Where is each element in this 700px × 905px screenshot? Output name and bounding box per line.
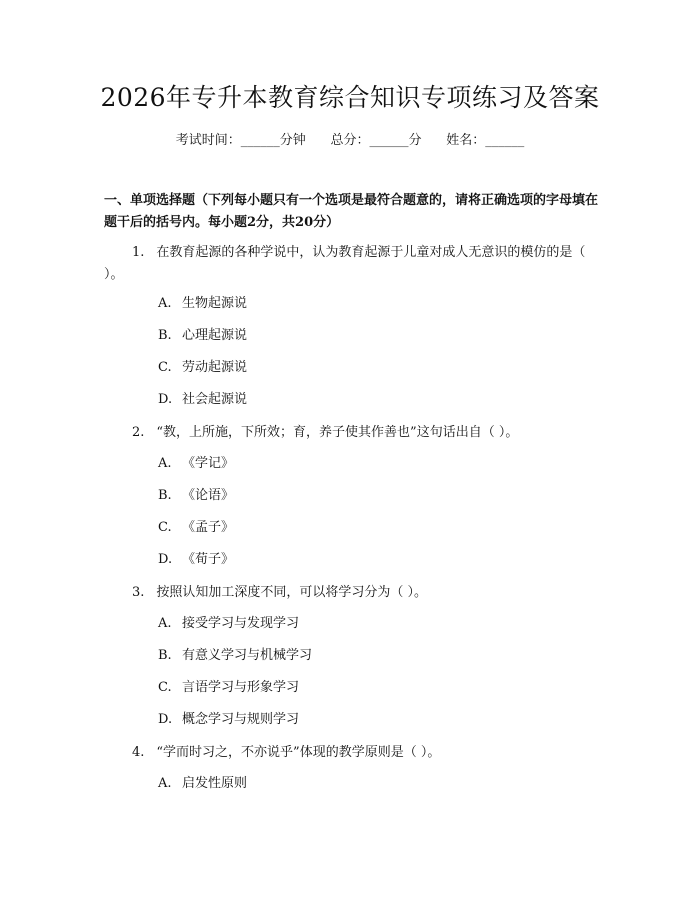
option-text: 《荀子》 (182, 552, 235, 567)
option-letter: B. (158, 648, 172, 663)
question-2 (104, 422, 604, 444)
question-text: 按照认知加工深度不同，可以将学习分为（ ）。 (156, 585, 428, 600)
option-letter: C. (158, 360, 172, 375)
question-1-option-c (158, 358, 558, 378)
option-text: 接受学习与发现学习 (182, 616, 300, 631)
option-letter: C. (158, 520, 172, 535)
question-text: “教，上所施，下所效；育，养子使其作善也”这句话出自（ ）。 (156, 425, 519, 440)
question-number: 3. (132, 585, 145, 600)
option-text: 劳动起源说 (182, 360, 248, 375)
question-1-option-b (158, 326, 558, 346)
question-3 (104, 582, 604, 604)
option-letter: A. (158, 776, 172, 791)
question-1-option-d (158, 390, 558, 410)
exam-info-line: 考试时间：______分钟 总分：______分 姓名：______ (175, 133, 525, 148)
option-text: 《孟子》 (182, 520, 235, 535)
question-text: “学而时习之，不亦说乎”体现的教学原则是（ ）。 (156, 745, 441, 760)
option-text: 有意义学习与机械学习 (182, 648, 313, 663)
option-letter: C. (158, 680, 172, 695)
document-title: 2026年专升本教育综合知识专项练习及答案 (100, 83, 600, 112)
option-letter: D. (158, 392, 173, 407)
question-1 (104, 242, 604, 286)
question-3-option-c (158, 678, 558, 698)
question-2-option-b (158, 486, 558, 506)
option-letter: B. (158, 328, 172, 343)
question-3-option-a (158, 614, 558, 634)
option-letter: A. (158, 616, 172, 631)
question-4-option-a (158, 774, 558, 794)
question-2-option-d (158, 550, 558, 570)
question-2-option-a (158, 454, 558, 474)
question-1-option-a (158, 294, 558, 314)
option-letter: A. (158, 456, 172, 471)
question-2-option-c (158, 518, 558, 538)
option-letter: A. (158, 296, 172, 311)
option-letter: D. (158, 712, 173, 727)
option-text: 生物起源说 (182, 296, 248, 311)
option-text: 心理起源说 (182, 328, 248, 343)
option-text: 《论语》 (182, 488, 235, 503)
option-text: 《学记》 (182, 456, 235, 471)
option-letter: B. (158, 488, 172, 503)
question-number: 2. (132, 425, 145, 440)
question-4 (104, 742, 604, 764)
option-letter: D. (158, 552, 173, 567)
question-3-option-b (158, 646, 558, 666)
option-text: 言语学习与形象学习 (182, 680, 300, 695)
question-text: 在教育起源的各种学说中，认为教育起源于儿童对成人无意识的模仿的是（ ）。 (104, 245, 586, 282)
question-number: 1. (132, 245, 145, 260)
option-text: 启发性原则 (182, 776, 248, 791)
section-heading: 一、单项选择题（下列每小题只有一个选项是最符合题意的，请将正确选项的字母填在题干后的括号内。每小题2分，共20分） (104, 193, 599, 230)
question-number: 4. (132, 745, 145, 760)
question-3-option-d (158, 710, 558, 730)
option-text: 社会起源说 (182, 392, 248, 407)
option-text: 概念学习与规则学习 (182, 712, 300, 727)
